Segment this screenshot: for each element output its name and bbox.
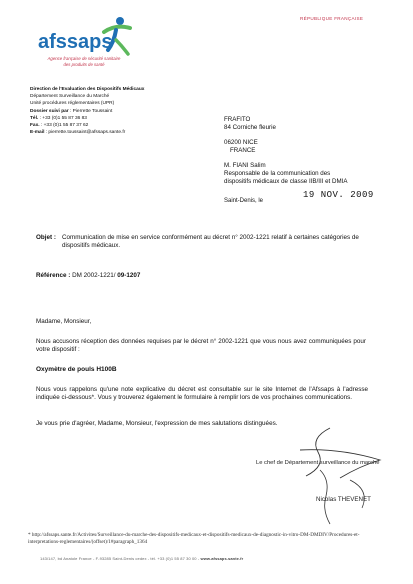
recipient-person: M. FIANI Salim: [224, 162, 266, 169]
recipient-block: [224, 116, 347, 186]
sender-block: Direction de l'Evaluation des Dispositifs Médicaux Département Surveillance du Marché Unité procédures réglementaires (UPR) Dossier suivi par : Pierrette Toussaint Tél. : +33 (0)1 55 87 36 83 Fax. : +33 (0)1 55 87 37 62 E-mail : pierrette.toussaint@afssaps.sante.fr: [30, 87, 145, 136]
body-paragraph-3: Je vous prie d'agréer, Madame, Monsieur, l'expression de mes salutations distinguées.: [36, 420, 278, 427]
sender-email: : pierrette.toussaint@afssaps.sante.fr: [45, 130, 126, 136]
sender-tel: : +33 (0)1 55 87 36 83: [39, 115, 87, 121]
greeting: Madame, Monsieur,: [36, 318, 92, 325]
recipient-country: FRANCE: [230, 147, 256, 154]
recipient-street: 84 Corniche fleurie: [224, 124, 276, 131]
sender-fax-label: Fax.: [30, 123, 40, 129]
place-date-label: Saint-Denis, le: [224, 198, 264, 204]
sender-followed-label: Dossier suivi par: [30, 108, 69, 114]
objet-block: [36, 234, 366, 249]
handwritten-signature-icon: [270, 420, 400, 530]
republique-francaise-label: RÉPUBLIQUE FRANÇAISE: [300, 16, 364, 21]
body-paragraph-2: Nous vous rappelons qu'une note explicative du décret est consultable sur le site Internet de l'Afssaps à l'adresse indiquée ci-dessous*. Vous y trouverez également le formulaire à remplir lors de vos prochaines communications.: [36, 386, 368, 401]
reference-number: 09-1207: [117, 272, 141, 279]
footer-website: www.afssaps.sante.fr: [200, 556, 244, 561]
afssaps-logo-text: afssaps: [38, 31, 113, 53]
reference-label: Référence :: [36, 272, 71, 279]
recipient-role-line2: dispositifs médicaux de classe IIB/III et DMIA: [224, 178, 348, 185]
recipient-role-line1: Responsable de la communication des: [224, 170, 331, 177]
sender-department: Département Surveillance du Marché: [30, 94, 110, 100]
sender-direction: Direction de l'Evaluation des Dispositifs Médicaux: [30, 87, 145, 92]
signature-role: Le chef de Département surveillance du marché: [256, 460, 380, 466]
sender-tel-label: Tél.: [30, 115, 39, 121]
footer-address: [40, 556, 243, 561]
logo-subtitle: [38, 56, 130, 68]
logo-subtitle-line2: des produits de santé: [63, 62, 105, 67]
reference-block: [36, 272, 140, 279]
objet-text: Communication de mise en service conformément au décret n° 2002-1221 relatif à certaines catégories de dispositifs médicaux.: [62, 234, 359, 249]
recipient-city: 06200 NICE: [224, 139, 258, 146]
logo-subtitle-line1: Agence française de sécurité sanitaire: [47, 56, 121, 61]
sender-followed-by: Pierrette Toussaint: [72, 108, 113, 114]
sender-fax: : +33 (0)1 55 87 37 62: [40, 123, 89, 129]
sender-unit: Unité procédures réglementaires (UPR): [30, 101, 115, 107]
sender-email-label: E-mail: [30, 130, 45, 136]
reference-value: DM 2002-1221/: [72, 272, 116, 279]
objet-label: Objet :: [36, 234, 56, 241]
body-paragraph-1: Nous accusons réception des données requises par le décret n° 2002-1221 que vous nous avez communiquées pour votre dispositif :: [36, 338, 366, 353]
footnote-url: * http://afssaps.sante.fr/Activites/Surveillance-du-marche-des-dispositifs-medicaux-et-dispositifs-medicaux-de-diagnostic-in-vitro-DM-DMDIV/Procedures-et-interpretations-reglementaires/(offset)/1#paragraph_1364: [28, 532, 360, 545]
device-name: Oxymètre de pouls H100B: [36, 366, 117, 373]
footer-address-text: 143/147, bd Anatole France - F-93285 Saint-Denis cedex - tél. +33 (0)1 55 87 30 00 -: [40, 556, 200, 561]
recipient-company: FRAFITO: [224, 116, 251, 123]
signature-name: Nicolas THEVENET: [316, 496, 371, 503]
date-stamp: 19 NOV. 2009: [303, 190, 374, 200]
